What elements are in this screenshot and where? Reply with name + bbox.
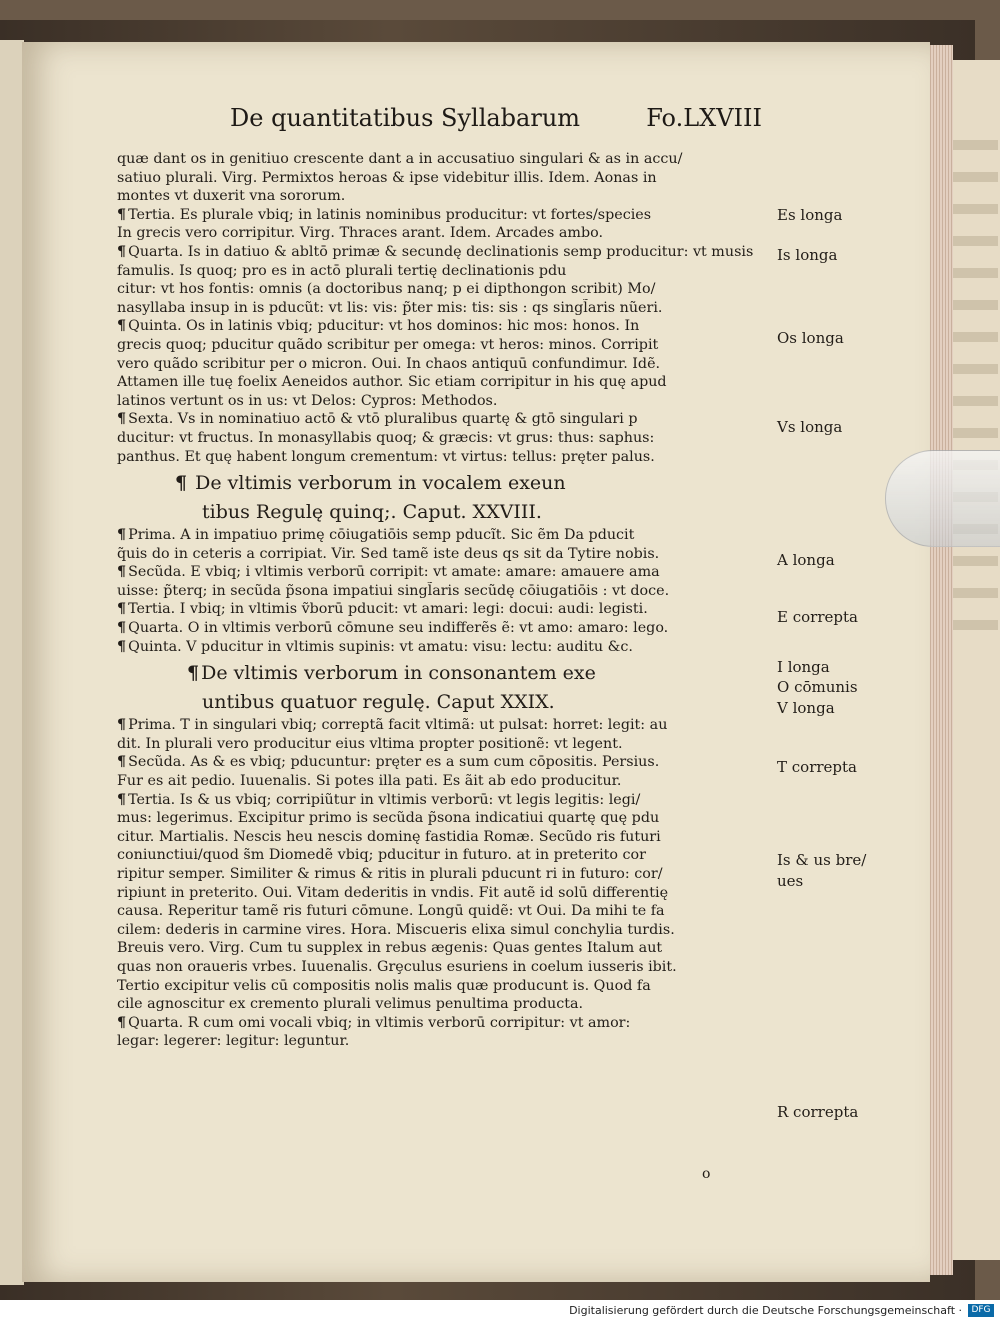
pilcrow-icon: ¶ xyxy=(117,564,127,581)
margin-note-a: A longa xyxy=(777,551,835,569)
pilcrow-icon: ¶ xyxy=(117,791,127,808)
text-line: ripiunt in preterito. Oui. Vitam dederitis in vndis. Fit autẽ id solū differentię xyxy=(117,884,669,901)
chapter-heading-line: De vltimis verborum in consonantem exe xyxy=(201,662,596,685)
text-line: quas non oraueris vrbes. Iuuenalis. Grȩculus esuriens in coelum iusseris ibit. xyxy=(117,958,677,975)
rule-text: Secũda. E vbiq; i vltimis verborū corripit: vt amate: amare: amauere ama xyxy=(128,564,660,581)
footer-bar xyxy=(0,1300,1000,1321)
text-line: q̃uis do in ceteris a corripiat. Vir. Sed tamẽ iste deus qs sit da Tytire nobis. xyxy=(117,545,660,562)
text-line: Attamen ille tuę foelix Aeneidos author. Sic etiam corripitur in his quę apud xyxy=(117,374,667,391)
text-line xyxy=(117,410,767,429)
text-line: ripitur semper. Similiter & rimus & ritis in plurali pducunt ri in futuro: cor/ xyxy=(117,866,663,882)
text-line: nasyllaba insup in is pducũt: vt lis: vis: p̃ter mis: tis: sis : qs singl̃aris nũeri. xyxy=(117,299,663,316)
margin-note-is-us-cont: ues xyxy=(777,872,804,890)
rule-text: Sexta. Vs in nominatiuo actō & vtō pluralibus quartę & gtō singulari p xyxy=(128,411,638,428)
pilcrow-icon: ¶ xyxy=(117,717,127,734)
page-clip xyxy=(885,450,1000,547)
margin-note-is-us: Is & us bre/ xyxy=(777,851,867,869)
pilcrow-icon: ¶ xyxy=(117,206,127,223)
pilcrow-icon: ¶ xyxy=(117,411,127,428)
margin-note-os: Os longa xyxy=(777,329,844,347)
text-line: latinos vertunt os in us: vt Delos: Cypros: Methodos. xyxy=(117,392,498,409)
text-line: uisse: p̃terq; in secũda p̃sona impatiui singl̃aris secũdę cōiugatiōis : vt doce. xyxy=(117,582,670,599)
text-line xyxy=(117,600,767,619)
rule-text: Tertia. I vbiq; in vltimis ṽborū pducit: vt amari: legi: docui: audi: legisti. xyxy=(128,601,648,618)
pilcrow-icon: ¶ xyxy=(117,1014,127,1031)
funding-credit: Digitalisierung gefördert durch die Deutsche Forschungsgemeinschaft · xyxy=(569,1304,962,1317)
chapter-heading: untibus quatuor regulę. Caput XXIX. xyxy=(202,691,555,714)
text-line xyxy=(117,619,767,638)
pilcrow-icon: ¶ xyxy=(117,620,127,637)
dfg-logo: DFG xyxy=(968,1304,994,1317)
text-line xyxy=(117,243,767,280)
text-line xyxy=(117,716,767,735)
text-line xyxy=(117,791,767,810)
text-line xyxy=(117,206,767,225)
text-line: In grecis vero corripitur. Virg. Thraces arant. Idem. Arcades ambo. xyxy=(117,225,604,242)
text-line: cilem: dederis in carmine vires. Hora. Miscueris elixa simul conchylia turdis. xyxy=(117,921,675,938)
pilcrow-icon: ¶ xyxy=(117,243,127,260)
text-line: panthus. Et quę habent longum crementum: vt virtus: tellus: pręter palus. xyxy=(117,448,655,465)
text-line: Fur es ait pedio. Iuuenalis. Si potes illa pati. Es ãit ab edo producitur. xyxy=(117,773,622,790)
rule-text: Quarta. Is in datiuo & abltō primæ & secundę declinationis semp producitur: vt musis famulis. Is quoq; pro es in actō plurali tertię declinationis pdu xyxy=(117,243,754,279)
margin-note-vs: Vs longa xyxy=(777,418,843,436)
text-line: ducitur: vt fructus. In monasyllabis quoq; & græcis: vt grus: thus: saphus: xyxy=(117,429,655,446)
text-line: Breuis vero. Virg. Cum tu supplex in rebus ægenis: Quas gentes Italum aut xyxy=(117,940,663,957)
text-line xyxy=(117,1014,767,1033)
chapter-heading xyxy=(117,662,767,685)
text-line: legar: legerer: legitur: leguntur. xyxy=(117,1033,350,1050)
text-line: cile agnoscitur ex cremento plurali velimus penultima producta. xyxy=(117,996,584,1013)
rule-text: Secũda. As & es vbiq; pducuntur: pręter es a sum cum cōpositis. Persius. xyxy=(128,754,660,771)
text-line: citur. Martialis. Nescis heu nescis dominę fastidia Romæ. Secũdo ris futuri xyxy=(117,828,661,845)
rule-text: Tertia. Es plurale vbiq; in latinis nominibus producitur: vt fortes/species xyxy=(128,206,652,223)
pilcrow-icon: ¶ xyxy=(117,601,127,618)
facing-page-edge xyxy=(0,40,24,1285)
text-line: quæ dant os in genitiuo crescente dant a in accusatiuo singulari & as in accu/ xyxy=(117,151,683,167)
margin-note-v: V longa xyxy=(777,699,835,717)
chapter-heading-line: De vltimis verborum in vocalem exeun xyxy=(195,472,566,495)
pilcrow-icon: ¶ xyxy=(117,754,127,771)
margin-note-i: I longa xyxy=(777,658,830,676)
rule-text: Quarta. R cum omi vocali vbiq; in vltimis verborū corripitur: vt amor: xyxy=(128,1014,631,1031)
text-line: vero quãdo scribitur per o micron. Oui. In chaos antiquū confundimur. Idẽ. xyxy=(117,355,661,372)
text-line: Tertio excipitur velis cū compositis nolis malis quæ producunt is. Quod fa xyxy=(117,977,651,994)
text-line: dit. In plurali vero producitur eius vltima propter positionẽ: vt legent. xyxy=(117,735,623,752)
margin-note-e: E correpta xyxy=(777,608,858,626)
text-line xyxy=(117,563,767,582)
main-text xyxy=(117,150,767,1051)
rule-text: Quarta. O in vltimis verborū cōmune seu indifferẽs ẽ: vt amo: amaro: lego. xyxy=(128,620,669,637)
rule-text: Prima. A in impatiuo primę cōiugatiōis semp pducĩt. Sic ẽm Da pducit xyxy=(128,527,635,544)
text-line xyxy=(117,638,767,657)
text-line: satiuo plurali. Virg. Permixtos heroas & ipse videbitur illis. Idem. Aonas in xyxy=(117,169,657,186)
margin-note-is: Is longa xyxy=(777,246,838,264)
chapter-heading xyxy=(117,472,767,495)
margin-note-r: R correpta xyxy=(777,1103,859,1121)
text-line xyxy=(117,753,767,772)
running-header xyxy=(230,104,770,144)
text-line: mus: legerimus. Excipitur primo is secũda p̃sona indicatiui quartę quę pdu xyxy=(117,810,660,827)
text-line: causa. Reperitur tamẽ ris futuri cōmune. Longū quidẽ: vt Oui. Da mihi te fa xyxy=(117,903,665,920)
pilcrow-icon: ¶ xyxy=(117,527,127,544)
chapter-heading: tibus Regulę quinq;. Caput. XXVIII. xyxy=(202,501,542,524)
text-line xyxy=(117,317,767,336)
rule-text: Prima. T in singulari vbiq; correptã facit vltimã: ut pulsat: horret: legit: au xyxy=(128,717,668,734)
signature-mark: o xyxy=(702,1166,711,1182)
margin-note-es: Es longa xyxy=(777,206,843,224)
pilcrow-icon: ¶ xyxy=(187,662,200,685)
rule-text: Quinta. Os in latinis vbiq; pducitur: vt hos dominos: hic mos: honos. In xyxy=(128,318,640,335)
text-line: grecis quoq; pducitur quãdo scribitur per omega: vt heros: minos. Corripit xyxy=(117,336,659,353)
text-line: montes vt duxerit vna sororum. xyxy=(117,188,346,205)
text-line xyxy=(117,526,767,545)
pilcrow-icon: ¶ xyxy=(117,638,127,655)
margin-note-t: T correpta xyxy=(777,758,857,776)
text-line: citur: vt hos fontis: omnis (a doctoribus nanq; p ei dipthongon scribit) Mo/ xyxy=(117,281,656,298)
running-title: De quantitatibus Syllabarum xyxy=(230,104,581,132)
rule-text: Tertia. Is & us vbiq; corripiũtur in vltimis verborū: vt legis legitis: legi/ xyxy=(128,791,641,808)
margin-note-o: O cōmunis xyxy=(777,678,858,696)
show-through-text xyxy=(946,140,998,652)
rule-text: Quinta. V pducitur in vltimis supinis: vt amatu: visu: lectu: auditu &c. xyxy=(128,638,633,655)
pilcrow-icon: ¶ xyxy=(175,472,188,495)
folio-number: Fo.LXVIII xyxy=(646,104,762,132)
text-line: coniunctiui/quod s̃m Diomedẽ vbiq; pducitur in futuro. at in preterito cor xyxy=(117,847,646,864)
pilcrow-icon: ¶ xyxy=(117,318,127,335)
